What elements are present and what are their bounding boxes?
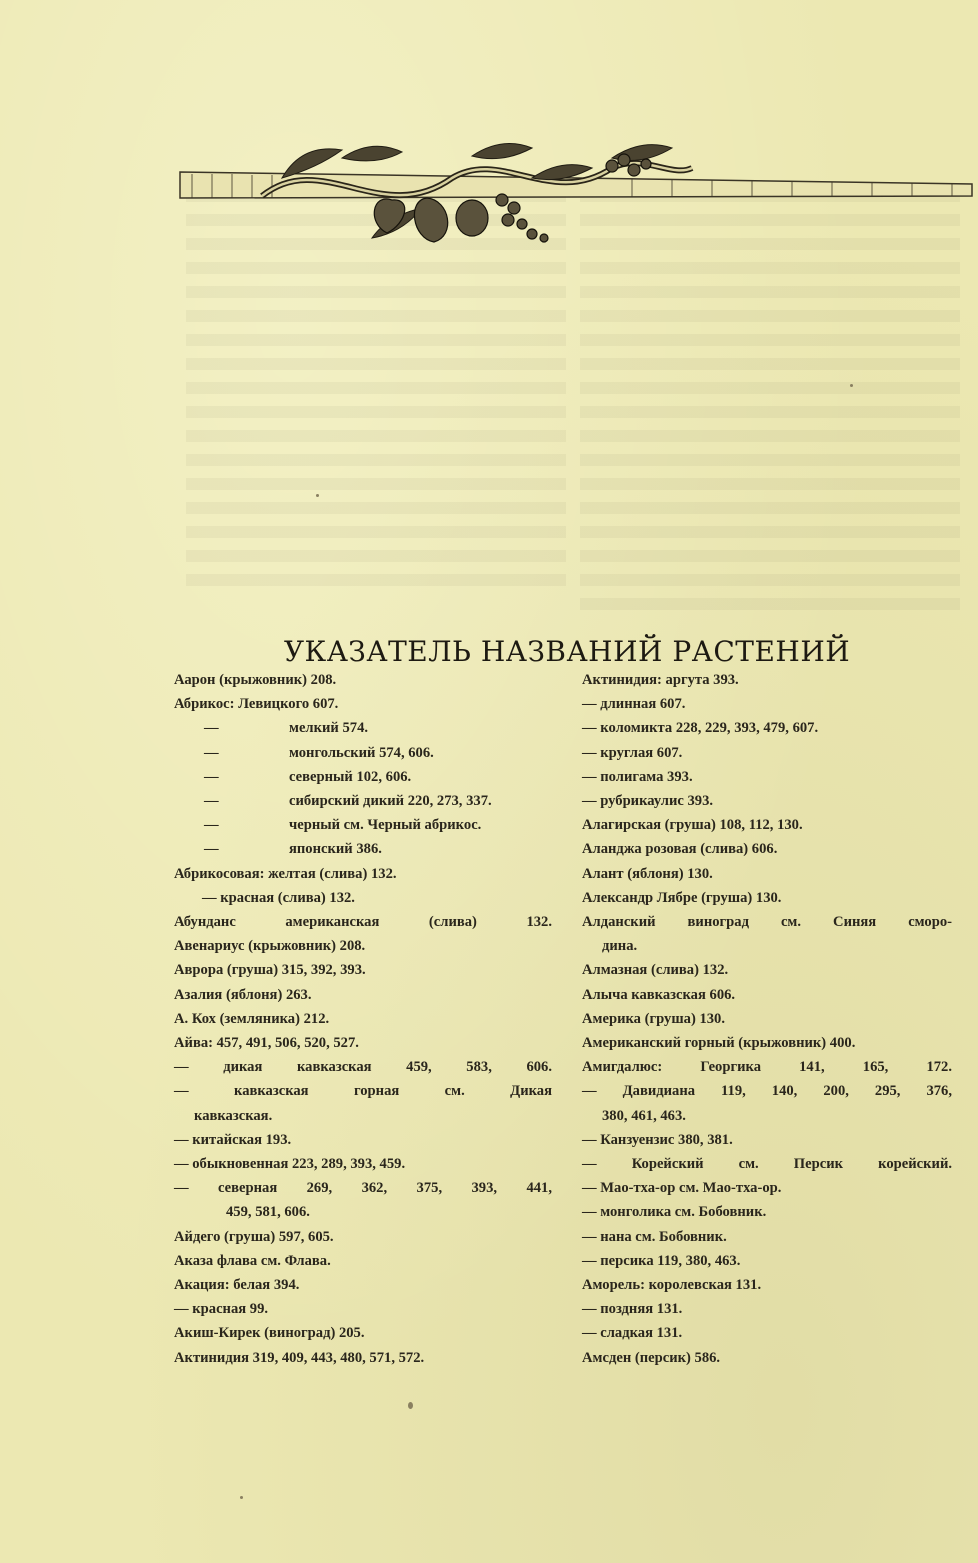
index-entry: Алыча кавказская 606.	[582, 986, 736, 1003]
index-entry: — китайская 193.	[174, 1131, 292, 1148]
index-entry: Абрикос: Левицкого 607.	[174, 696, 339, 713]
index-entry: — Канзуензис 380, 381.	[582, 1131, 733, 1148]
repeat-dash: —	[204, 817, 219, 834]
index-left-column	[174, 668, 552, 1370]
index-entry: — Мао-тха-ор см. Мао-тха-ор.	[582, 1180, 782, 1197]
index-entry: Акиш-Кирек (виноград) 205.	[174, 1325, 365, 1342]
repeat-dash: —	[204, 744, 219, 761]
index-entry: кавказская.	[194, 1107, 273, 1124]
entry-text: северный 102, 606.	[289, 768, 412, 785]
index-entry: 459, 581, 606.	[226, 1204, 310, 1221]
index-entry: Абунданс американская (слива) 132.	[174, 914, 552, 931]
index-entry	[174, 765, 552, 789]
index-entry	[174, 789, 552, 813]
index-entry: Алданский виноград см. Синяя сморо-	[582, 914, 952, 931]
index-entry: Америка (груша) 130.	[582, 1010, 725, 1027]
index-entry: — рубрикаулис 393.	[582, 793, 714, 810]
index-entry: — персика 119, 380, 463.	[582, 1252, 741, 1269]
paper-speck	[316, 494, 319, 497]
index-entry	[174, 741, 552, 765]
index-entry: Акация: белая 394.	[174, 1277, 300, 1294]
index-entry: — Корейский см. Персик корейский.	[582, 1156, 952, 1173]
index-entry: Алмазная (слива) 132.	[582, 962, 729, 979]
repeat-dash: —	[204, 793, 219, 810]
repeat-dash: —	[204, 841, 219, 858]
index-entry: Аарон (крыжовник) 208.	[174, 672, 337, 688]
index-entry: — дикая кавказская 459, 583, 606.	[174, 1059, 552, 1076]
index-entry: — сладкая 131.	[582, 1325, 683, 1342]
index-entry: — Давидиана 119, 140, 200, 295, 376,	[582, 1083, 952, 1100]
paper-speck	[408, 1402, 413, 1409]
entry-text: сибирский дикий 220, 273, 337.	[289, 793, 492, 810]
index-entry: Айдего (груша) 597, 605.	[174, 1228, 334, 1245]
index-entry: Американский горный (крыжовник) 400.	[582, 1035, 856, 1052]
index-entry	[174, 813, 552, 837]
index-entry: — обыкновенная 223, 289, 393, 459.	[174, 1156, 406, 1173]
index-entry: — кавказская горная см. Дикая	[174, 1083, 552, 1100]
index-entry: Авенариус (крыжовник) 208.	[174, 938, 366, 955]
index-entry	[174, 716, 552, 740]
entry-text: японский 386.	[289, 841, 382, 858]
bleed-through-texture	[186, 190, 566, 590]
repeat-dash: —	[204, 768, 219, 785]
index-entry: Александр Лябре (груша) 130.	[582, 889, 782, 906]
index-entry: Айва: 457, 491, 506, 520, 527.	[174, 1035, 359, 1052]
repeat-dash: —	[204, 720, 219, 737]
index-entry	[174, 837, 552, 861]
index-entry: Аланджа розовая (слива) 606.	[582, 841, 778, 858]
index-entry: Аказа флава см. Флава.	[174, 1252, 331, 1269]
fruit-garland-banner-icon	[172, 138, 976, 248]
index-heading: УКАЗАТЕЛЬ НАЗВАНИЙ РАСТЕНИЙ	[283, 634, 851, 668]
index-entry: — монголика см. Бобовник.	[582, 1204, 767, 1221]
index-entry: — круглая 607.	[582, 744, 683, 761]
index-entry: — нана см. Бобовник.	[582, 1228, 727, 1245]
index-entry: Алагирская (груша) 108, 112, 130.	[582, 817, 803, 834]
bleed-through-texture-right	[580, 190, 960, 610]
entry-text: черный см. Черный абрикос.	[289, 817, 482, 834]
index-right-column	[582, 668, 952, 1370]
paper-speck	[240, 1496, 243, 1499]
index-entry: Актинидия: аргута 393.	[582, 672, 739, 688]
index-entry: — красная (слива) 132.	[202, 889, 355, 906]
entry-text: мелкий 574.	[289, 720, 369, 737]
paper-speck	[850, 384, 853, 387]
index-entry: Абрикосовая: желтая (слива) 132.	[174, 865, 397, 882]
index-entry: — красная 99.	[174, 1301, 269, 1318]
index-entry: Аврора (груша) 315, 392, 393.	[174, 962, 366, 979]
index-entry: — поздняя 131.	[582, 1301, 683, 1318]
index-entry: Актинидия 319, 409, 443, 480, 571, 572.	[174, 1349, 425, 1366]
index-entry: — северная 269, 362, 375, 393, 441,	[174, 1180, 552, 1197]
entry-text: монгольский 574, 606.	[289, 744, 434, 761]
index-entry: — полигама 393.	[582, 768, 693, 785]
index-entry: — коломикта 228, 229, 393, 479, 607.	[582, 720, 819, 737]
index-entry: Амигдалюс: Георгика 141, 165, 172.	[582, 1059, 952, 1076]
index-entry: дина.	[602, 938, 638, 955]
index-entry: 380, 461, 463.	[602, 1107, 686, 1124]
index-entry: Аморель: королевская 131.	[582, 1277, 762, 1294]
index-entry: Амсден (персик) 586.	[582, 1349, 721, 1366]
index-entry: Алант (яблоня) 130.	[582, 865, 713, 882]
index-entry: Азалия (яблоня) 263.	[174, 986, 312, 1003]
index-entry: А. Кох (земляника) 212.	[174, 1010, 330, 1027]
index-entry: — длинная 607.	[582, 696, 686, 713]
